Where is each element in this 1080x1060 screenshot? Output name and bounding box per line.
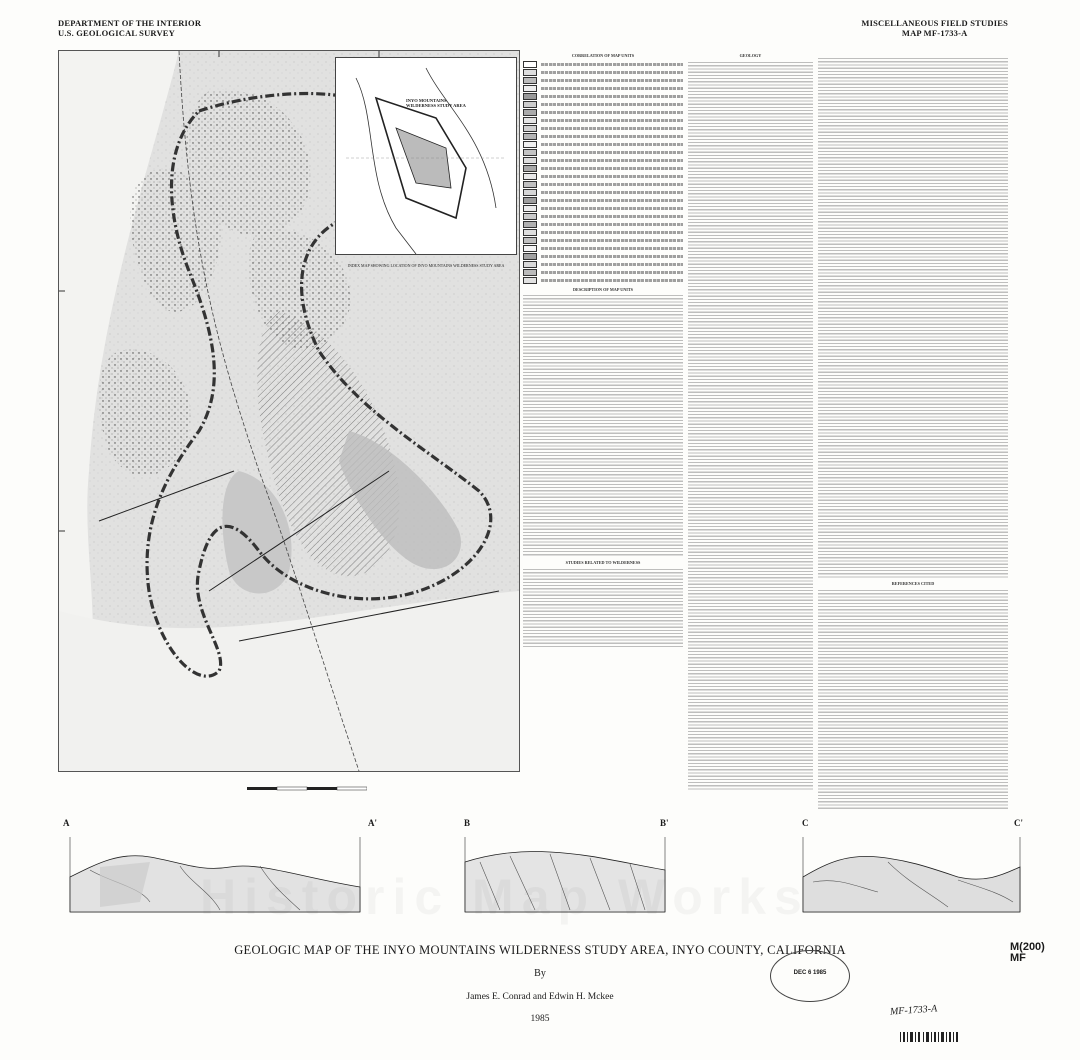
stamp-date: DEC 6 1985 xyxy=(793,970,827,976)
references-heading: REFERENCES CITED xyxy=(891,581,935,586)
section-b-end-label: B' xyxy=(660,818,669,828)
discussion-text-column xyxy=(818,50,1008,810)
geology-text-block xyxy=(688,62,813,790)
section-c-start-label: C xyxy=(802,818,809,828)
scale-bar xyxy=(247,781,367,801)
barcode xyxy=(900,1032,960,1046)
references-text-block xyxy=(818,590,1008,810)
section-a-end-label: A' xyxy=(368,818,377,828)
cross-section-c xyxy=(798,832,1028,917)
publication-year: 1985 xyxy=(530,1014,550,1024)
index-map-inset xyxy=(335,57,517,268)
correlation-heading: CORRELATION OF MAP UNITS xyxy=(571,53,635,58)
legend-column xyxy=(523,50,683,649)
section-a-start-label: A xyxy=(63,818,70,828)
index-map-graphic xyxy=(336,58,516,254)
studies-text-block xyxy=(523,569,683,649)
department-label: DEPARTMENT OF THE INTERIOR xyxy=(58,18,202,28)
index-map-caption: INDEX MAP SHOWING LOCATION OF INYO MOUNTAINS WILDERNESS STUDY AREA xyxy=(347,263,505,268)
handwritten-annotation: MF-1733-A xyxy=(889,1003,938,1018)
authors: James E. Conrad and Edwin H. Mckee xyxy=(466,992,614,1002)
section-c-end-label: C' xyxy=(1014,818,1023,828)
section-b-start-label: B xyxy=(464,818,471,828)
call-number-line2: MF xyxy=(1010,952,1026,964)
series-header xyxy=(861,18,1008,38)
map-number-label: MAP MF-1733-A xyxy=(901,28,968,38)
survey-label: U.S. GEOLOGICAL SURVEY xyxy=(58,28,175,38)
study-area-label: INYO MOUNTAINS WILDERNESS STUDY AREA xyxy=(406,98,466,108)
geology-text-column xyxy=(688,50,813,790)
watermark xyxy=(200,868,810,926)
discussion-text-block xyxy=(818,58,1008,578)
series-label: MISCELLANEOUS FIELD STUDIES xyxy=(861,18,1008,28)
map-title: GEOLOGIC MAP OF THE INYO MOUNTAINS WILDERNESS STUDY AREA, INYO COUNTY, CALIFORNIA xyxy=(234,943,846,957)
call-number xyxy=(1010,942,1045,964)
description-heading: DESCRIPTION OF MAP UNITS xyxy=(573,286,633,292)
description-text-block xyxy=(523,295,683,557)
agency-header xyxy=(58,18,201,38)
studies-heading: STUDIES RELATED TO WILDERNESS xyxy=(565,560,641,565)
library-stamp xyxy=(770,950,850,1002)
call-number-line1: M(200) xyxy=(1010,941,1045,953)
geology-heading: GEOLOGY xyxy=(739,53,762,58)
byline: By xyxy=(534,968,546,979)
